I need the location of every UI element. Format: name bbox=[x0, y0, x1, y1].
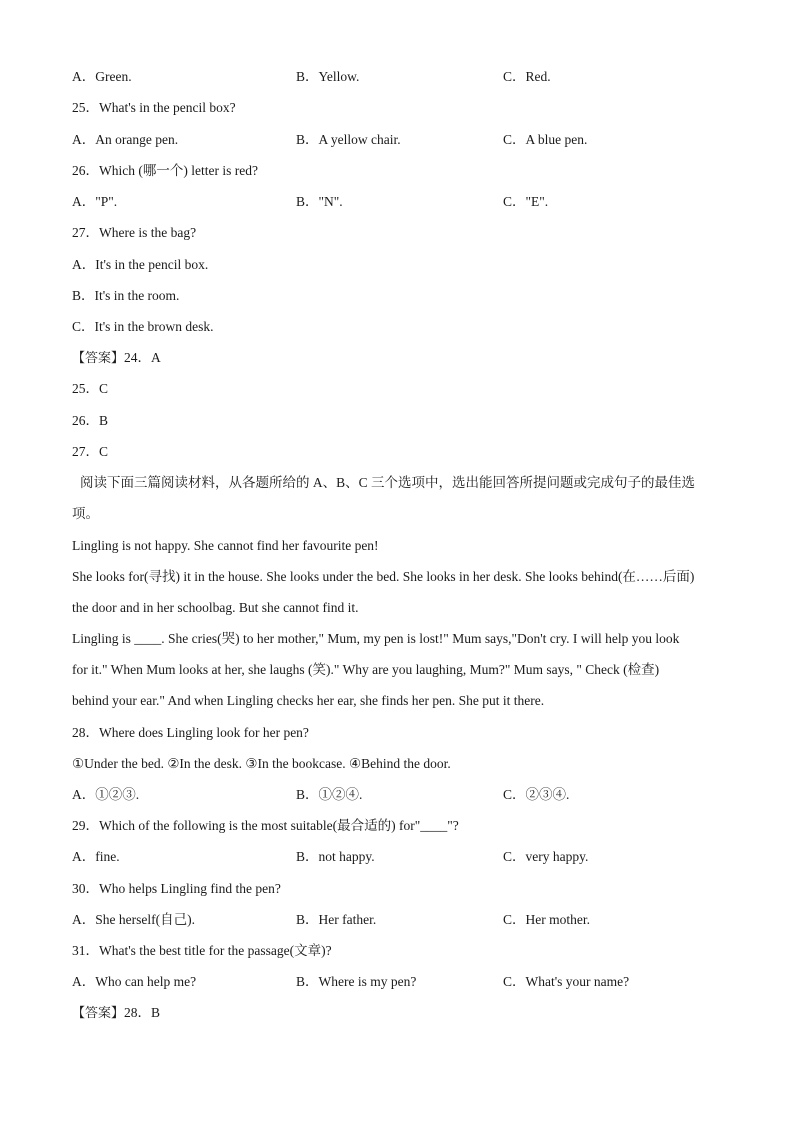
q29-option-c: C．very happy. bbox=[503, 849, 589, 864]
instructions-line-2: 项。 bbox=[72, 506, 99, 521]
answer-28-value: 28．B bbox=[124, 1005, 161, 1020]
q25-option-c: C．A blue pen. bbox=[503, 132, 588, 147]
q28-choices: ①Under the bed. ②In the desk. ③In the bookcase. ④Behind the door. bbox=[72, 756, 451, 771]
answer-28 bbox=[72, 1005, 160, 1022]
q26-option-c: C．"E". bbox=[503, 194, 549, 209]
q24-option-a: A．Green. bbox=[72, 69, 132, 84]
q24-option-c: C．Red. bbox=[503, 69, 551, 84]
q29-option-a: A．fine. bbox=[72, 849, 120, 864]
answer-24 bbox=[72, 350, 161, 367]
answer-24-value: 24．A bbox=[124, 350, 161, 365]
q30-option-c: C．Her mother. bbox=[503, 912, 590, 927]
answer-tag: 【答案】 bbox=[72, 351, 125, 366]
passage-line-4: Lingling is ____. She cries(哭) to her mother," Mum, my pen is lost!" Mum says,"Don't cry. I will help you look bbox=[72, 631, 680, 646]
q31-option-c: C．What's your name? bbox=[503, 974, 630, 989]
q30-stem: 30．Who helps Lingling find the pen? bbox=[72, 881, 281, 896]
q27-option-b: B．It's in the room. bbox=[72, 288, 180, 303]
q29-stem: 29．Which of the following is the most suitable(最合适的) for"____"? bbox=[72, 818, 459, 833]
q26-option-b: B．"N". bbox=[296, 194, 343, 209]
q31-option-b: B．Where is my pen? bbox=[296, 974, 417, 989]
answer-27: 27．C bbox=[72, 444, 109, 459]
q29-option-b: B．not happy. bbox=[296, 849, 375, 864]
q28-option-a: A．①②③. bbox=[72, 787, 140, 802]
q27-option-c: C．It's in the brown desk. bbox=[72, 319, 214, 334]
q25-stem: 25．What's in the pencil box? bbox=[72, 100, 236, 115]
q27-stem: 27．Where is the bag? bbox=[72, 225, 197, 240]
answer-26: 26．B bbox=[72, 413, 109, 428]
q30-option-b: B．Her father. bbox=[296, 912, 377, 927]
q25-option-a: A．An orange pen. bbox=[72, 132, 179, 147]
q26-stem: 26．Which (哪一个) letter is red? bbox=[72, 163, 258, 178]
q24-option-b: B．Yellow. bbox=[296, 69, 360, 84]
q28-option-c: C．②③④. bbox=[503, 787, 570, 802]
q25-option-b: B．A yellow chair. bbox=[296, 132, 401, 147]
instructions-line-1: 阅读下面三篇阅读材料，从各题所给的 A、B、C 三个选项中，选出能回答所提问题或完成句子的最佳选 bbox=[80, 475, 696, 490]
q27-option-a: A．It's in the pencil box. bbox=[72, 257, 209, 272]
passage-line-2: She looks for(寻找) it in the house. She looks under the bed. She looks in her desk. She looks behind(在……后面) bbox=[72, 569, 695, 584]
passage-line-6: behind your ear." And when Lingling checks her ear, she finds her pen. She put it there. bbox=[72, 693, 545, 708]
q26-option-a: A．"P". bbox=[72, 194, 118, 209]
q30-option-a: A．She herself(自己). bbox=[72, 912, 195, 927]
answer-tag: 【答案】 bbox=[72, 1006, 125, 1021]
q31-option-a: A．Who can help me? bbox=[72, 974, 197, 989]
q31-stem: 31．What's the best title for the passage(文章)? bbox=[72, 943, 332, 958]
passage-line-3: the door and in her schoolbag. But she cannot find it. bbox=[72, 600, 359, 615]
answer-25: 25．C bbox=[72, 381, 109, 396]
q28-stem: 28．Where does Lingling look for her pen? bbox=[72, 725, 309, 740]
passage-line-5: for it." When Mum looks at her, she laughs (笑)." Why are you laughing, Mum?" Mum says, " Check (检查) bbox=[72, 662, 660, 677]
q28-option-b: B．①②④. bbox=[296, 787, 363, 802]
passage-line-1: Lingling is not happy. She cannot find her favourite pen! bbox=[72, 538, 379, 553]
